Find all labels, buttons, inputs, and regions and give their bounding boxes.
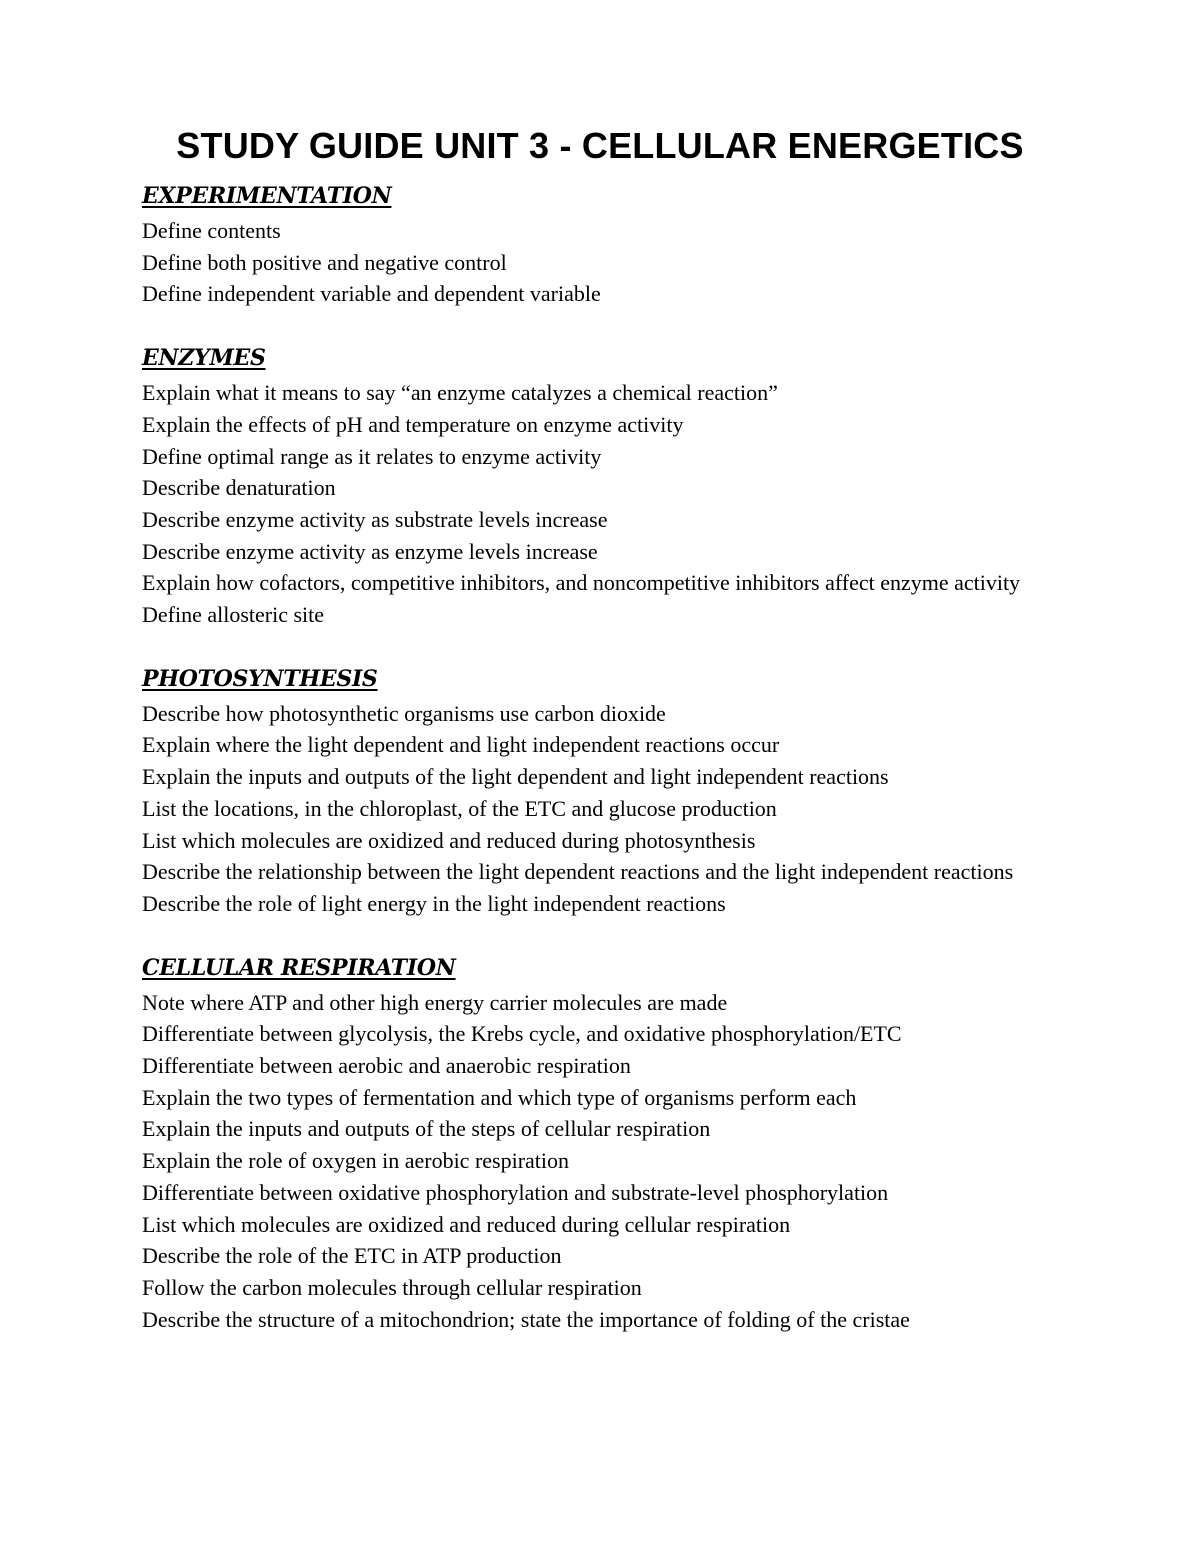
list-item: Explain the effects of pH and temperature on enzyme activity bbox=[142, 411, 684, 437]
list-item: Differentiate between glycolysis, the Krebs cycle, and oxidative phosphorylation/ETC bbox=[142, 1021, 902, 1047]
list-item: List the locations, in the chloroplast, of the ETC and glucose production bbox=[142, 795, 777, 821]
list-item: Explain where the light dependent and light independent reactions occur bbox=[142, 732, 780, 758]
list-item: Describe the role of the ETC in ATP production bbox=[142, 1243, 562, 1269]
list-item: Describe how photosynthetic organisms use carbon dioxide bbox=[142, 700, 666, 726]
list-item: Explain what it means to say “an enzyme catalyzes a chemical reaction” bbox=[142, 380, 778, 406]
section-heading: PHOTOSYNTHESIS bbox=[142, 665, 378, 692]
section-heading: CELLULAR RESPIRATION bbox=[142, 954, 456, 981]
section-cellular-respiration bbox=[142, 952, 1072, 1336]
list-item: Explain the inputs and outputs of the steps of cellular respiration bbox=[142, 1116, 711, 1142]
list-item: Define contents bbox=[142, 218, 281, 243]
section-photosynthesis bbox=[142, 663, 1072, 920]
section-heading: ENZYMES bbox=[142, 345, 266, 372]
list-item: Follow the carbon molecules through cellular respiration bbox=[142, 1274, 642, 1300]
list-item: Define both positive and negative control bbox=[142, 249, 507, 275]
list-item: Define optimal range as it relates to enzyme activity bbox=[142, 443, 602, 469]
document-content bbox=[142, 180, 1072, 1367]
list-item: Differentiate between aerobic and anaerobic respiration bbox=[142, 1053, 631, 1079]
list-item: Explain how cofactors, competitive inhibitors, and noncompetitive inhibitors affect enzyme activity bbox=[142, 570, 1021, 596]
list-item: Describe the structure of a mitochondrion; state the importance of folding of the cristae bbox=[142, 1306, 910, 1332]
list-item: List which molecules are oxidized and reduced during cellular respiration bbox=[142, 1211, 791, 1237]
list-item: Differentiate between oxidative phosphorylation and substrate-level phosphorylation bbox=[142, 1179, 889, 1205]
list-item: Describe denaturation bbox=[142, 475, 336, 501]
section-item-list bbox=[142, 698, 1072, 920]
list-item: Define allosteric site bbox=[142, 602, 325, 628]
list-item: Explain the two types of fermentation and which type of organisms perform each bbox=[142, 1084, 857, 1110]
section-item-list bbox=[142, 377, 1072, 631]
list-item: Explain the inputs and outputs of the light dependent and light independent reactions bbox=[142, 764, 889, 790]
list-item: Define independent variable and dependent variable bbox=[142, 281, 601, 307]
list-item: Describe enzyme activity as enzyme levels increase bbox=[142, 538, 598, 564]
list-item: Note where ATP and other high energy carrier molecules are made bbox=[142, 989, 728, 1015]
list-item: Describe the relationship between the light dependent reactions and the light independent reactions bbox=[142, 859, 1014, 885]
list-item: List which molecules are oxidized and reduced during photosynthesis bbox=[142, 827, 756, 853]
list-item: Explain the role of oxygen in aerobic respiration bbox=[142, 1148, 570, 1174]
list-item: Describe the role of light energy in the light independent reactions bbox=[142, 890, 726, 916]
section-enzymes bbox=[142, 342, 1072, 631]
section-item-list bbox=[142, 987, 1072, 1336]
list-item: Describe enzyme activity as substrate levels increase bbox=[142, 506, 608, 532]
section-experimentation bbox=[142, 180, 1072, 310]
document-title: STUDY GUIDE UNIT 3 - CELLULAR ENERGETICS bbox=[176, 125, 1024, 167]
section-item-list bbox=[142, 215, 1072, 310]
section-heading: EXPERIMENTATION bbox=[142, 183, 392, 209]
